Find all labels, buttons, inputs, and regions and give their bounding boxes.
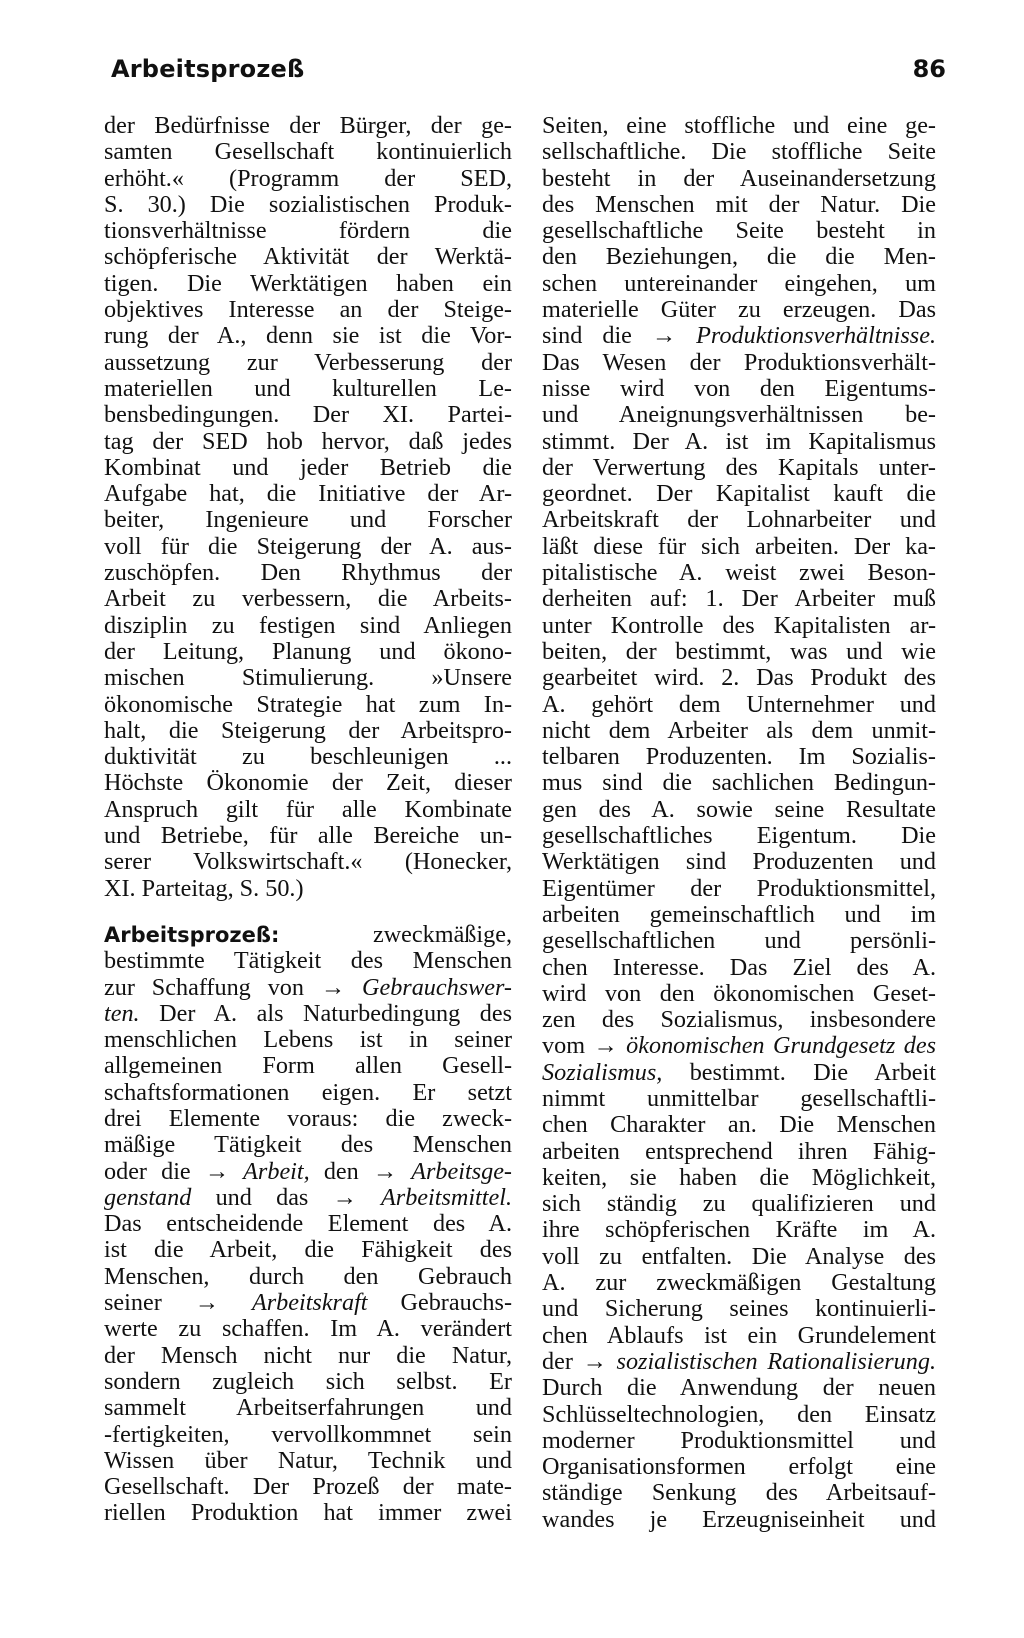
text-line: nisse wird von den Eigentums- <box>542 374 936 402</box>
text-line <box>542 1349 936 1375</box>
cross-reference-link[interactable]: Sozialismus, <box>542 1058 663 1086</box>
text-line: objektives Interesse an der Steige- <box>104 296 512 324</box>
text-line: rung der A., denn sie ist die Vor- <box>104 322 512 350</box>
text-line <box>542 1060 936 1086</box>
entry-first-line <box>104 922 512 948</box>
paragraph-gap <box>104 902 512 922</box>
text-line: menschlichen Lebens ist in seiner <box>104 1026 512 1054</box>
text-line: beiten, der bestimmt, was und wie <box>542 637 936 665</box>
text-line: mus sind die sachlichen Bedingun- <box>542 769 936 797</box>
text-line: voll für die Steigerung der A. aus- <box>104 532 512 560</box>
text-line: S. 30.) Die sozialistischen Produk- <box>104 190 512 218</box>
text-line: tag der SED hob hervor, daß jedes <box>104 427 512 455</box>
text-line <box>104 1185 512 1211</box>
text-line: voll zu entfalten. Die Analyse des <box>542 1242 936 1270</box>
text-line: ihre schöpferischen Kräfte im A. <box>542 1216 936 1244</box>
text-line: Kombinat und jeder Betrieb die <box>104 453 512 481</box>
left-column <box>104 113 512 1527</box>
text-line: Schlüsseltechnologien, den Einsatz <box>542 1400 936 1428</box>
text-line: telbaren Produzenten. Im Sozialis- <box>542 743 936 771</box>
text-fragment: zur Schaffung von → <box>104 973 362 1001</box>
cross-reference-link[interactable]: genstand <box>104 1183 192 1211</box>
text-line <box>104 1159 512 1185</box>
text-line: duktivität zu beschleunigen ... <box>104 743 512 771</box>
entry-lemma: Arbeitsprozeß: <box>104 922 280 947</box>
text-fragment: den → <box>309 1157 412 1185</box>
text-line: ständige Senkung des Arbeitsauf- <box>542 1479 936 1507</box>
text-fragment: bestimmt. Die Arbeit <box>662 1058 936 1086</box>
text-line: Eigentümer der Produktionsmittel, <box>542 874 936 902</box>
text-line: aussetzung zur Verbesserung der <box>104 348 512 376</box>
cross-reference-link[interactable]: sozialistischen Rationalisierung. <box>616 1347 936 1375</box>
text-line: gearbeitet wird. 2. Das Produkt des <box>542 664 936 692</box>
text-line: besteht in der Auseinandersetzung <box>542 164 936 192</box>
page-number: 86 <box>912 55 946 83</box>
cross-reference-link[interactable]: Arbeitsge- <box>411 1157 512 1185</box>
text-line: chen Charakter an. Die Menschen <box>542 1111 936 1139</box>
text-line: tionsverhältnisse fördern die <box>104 217 512 245</box>
text-line: Das Wesen der Produktionsverhält- <box>542 348 936 376</box>
right-column <box>542 113 936 1533</box>
text-line <box>104 1001 512 1027</box>
text-line: moderner Produktionsmittel und <box>542 1426 936 1454</box>
text-fragment: Der A. als Naturbedingung des <box>139 999 512 1027</box>
text-fragment: sind die → <box>542 322 697 350</box>
text-line: A. gehört dem Unternehmer und <box>542 690 936 718</box>
text-fragment: zweckmäßige, <box>372 920 512 948</box>
text-line: XI. Parteitag, S. 50.) <box>104 874 304 902</box>
text-line: Werktätigen sind Produzenten und <box>542 848 936 876</box>
text-line: ökonomische Strategie hat zum In- <box>104 690 512 718</box>
text-line: schaftsformationen eigen. Er setzt <box>104 1078 512 1106</box>
text-line: unter Kontrolle des Kapitalisten ar- <box>542 611 936 639</box>
text-line: den Beziehungen, die die Men- <box>542 243 936 271</box>
text-line: sich ständig zu qualifizieren und <box>542 1190 936 1218</box>
text-line: sammelt Arbeitserfahrungen und <box>104 1394 512 1422</box>
cross-reference-link[interactable]: Gebrauchswer- <box>362 973 512 1001</box>
cross-reference-link[interactable]: Produktionsverhältnisse. <box>696 322 936 350</box>
text-line: Menschen, durch den Gebrauch <box>104 1262 512 1290</box>
cross-reference-link[interactable]: ökonomischen Grundgesetz des <box>626 1032 936 1060</box>
cross-reference-link[interactable]: ten. <box>104 999 140 1027</box>
text-line: der Verwertung des Kapitals unter- <box>542 453 936 481</box>
text-line: gen des A. sowie seine Resultate <box>542 795 936 823</box>
text-line: Wissen über Natur, Technik und <box>104 1446 512 1474</box>
text-line: chen Interesse. Das Ziel des A. <box>542 953 936 981</box>
text-line: Seiten, eine stoffliche und eine ge- <box>542 112 936 139</box>
text-fragment: der → <box>542 1347 617 1375</box>
text-line: allgemeinen Form allen Gesell- <box>104 1052 512 1080</box>
text-fragment: seiner → <box>104 1289 252 1317</box>
text-line: wandes je Erzeugniseinheit und <box>542 1505 936 1533</box>
text-line: riellen Produktion hat immer zwei <box>104 1499 512 1527</box>
text-line: drei Elemente voraus: die zweck- <box>104 1104 512 1132</box>
text-line <box>542 1033 936 1059</box>
text-line: -fertigkeiten, vervollkommnet sein <box>104 1420 512 1448</box>
text-line: geordnet. Der Kapitalist kauft die <box>542 480 936 508</box>
text-line: bestimmte Tätigkeit des Menschen <box>104 947 512 975</box>
cross-reference-link[interactable]: Arbeitskraft <box>251 1289 368 1317</box>
text-line: Gesellschaft. Der Prozeß der mate- <box>104 1473 512 1501</box>
text-line: erhöht.« (Programm der SED, <box>104 164 512 192</box>
text-line: gesellschaftliches Eigentum. Die <box>542 822 936 850</box>
text-line <box>542 323 936 349</box>
text-fragment: und das → <box>191 1183 381 1211</box>
text-line: und Aneignungsverhältnissen be- <box>542 401 936 429</box>
running-header-title: Arbeitsprozeß <box>111 55 305 83</box>
text-line: Das entscheidende Element des A. <box>104 1210 512 1238</box>
text-line: A. zur zweckmäßigen Gestaltung <box>542 1269 936 1297</box>
text-line: mäßige Tätigkeit des Menschen <box>104 1131 512 1159</box>
text-line: gesellschaftliche Seite besteht in <box>542 217 936 245</box>
text-line: schöpferische Aktivität der Werktä- <box>104 243 512 271</box>
cross-reference-link[interactable]: Arbeitsmittel. <box>381 1183 512 1211</box>
text-line: tigen. Die Werktätigen haben ein <box>104 269 512 297</box>
text-line: arbeiten entsprechend ihren Fähig- <box>542 1137 936 1165</box>
cross-reference-link[interactable]: Arbeit, <box>243 1157 310 1185</box>
text-line: gesellschaftlichen und persönli- <box>542 927 936 955</box>
text-line: nicht dem Arbeiter als dem unmit- <box>542 716 936 744</box>
text-line: pitalistische A. weist zwei Beson- <box>542 559 936 587</box>
text-line: und Sicherung seines kontinuierli- <box>542 1295 936 1323</box>
text-line: mischen Stimulierung. »Unsere <box>104 664 512 692</box>
text-line: der Bedürfnisse der Bürger, der ge- <box>104 112 512 139</box>
text-line: serer Volkswirtschaft.« (Honecker, <box>104 848 512 876</box>
text-line: Höchste Ökonomie der Zeit, dieser <box>104 769 512 797</box>
text-line: disziplin zu festigen sind Anliegen <box>104 611 512 639</box>
text-line: nimmt unmittelbar gesellschaftli- <box>542 1084 936 1112</box>
text-line: sondern zugleich sich selbst. Er <box>104 1367 512 1395</box>
text-line: Arbeitskraft der Lohnarbeiter und <box>542 506 936 534</box>
text-line: derheiten auf: 1. Der Arbeiter muß <box>542 585 936 613</box>
text-line: Aufgabe hat, die Initiative der Ar- <box>104 480 512 508</box>
text-line: keiten, sie haben die Möglichkeit, <box>542 1163 936 1191</box>
text-line: chen Ablaufs ist ein Grundelement <box>542 1321 936 1349</box>
text-line <box>104 1290 512 1316</box>
text-line: bensbedingungen. Der XI. Partei- <box>104 401 512 429</box>
text-line: halt, die Steigerung der Arbeitspro- <box>104 716 512 744</box>
text-line: Durch die Anwendung der neuen <box>542 1374 936 1402</box>
text-line <box>104 975 512 1001</box>
text-line: materiellen und kulturellen Le- <box>104 374 512 402</box>
text-line: und Betriebe, für alle Bereiche un- <box>104 822 512 850</box>
text-line: des Menschen mit der Natur. Die <box>542 190 936 218</box>
text-line: Organisationsformen erfolgt eine <box>542 1453 936 1481</box>
text-line: der Mensch nicht nur die Natur, <box>104 1341 512 1369</box>
text-line: arbeiten gemeinschaftlich und im <box>542 900 936 928</box>
text-line: stimmt. Der A. ist im Kapitalismus <box>542 427 936 455</box>
text-fragment: vom → <box>542 1032 627 1060</box>
text-line: wird von den ökonomischen Geset- <box>542 979 936 1007</box>
text-line: zuschöpfen. Den Rhythmus der <box>104 559 512 587</box>
text-line: beiter, Ingenieure und Forscher <box>104 506 512 534</box>
text-line: materielle Güter zu erzeugen. Das <box>542 296 936 324</box>
text-line: schen untereinander eingehen, um <box>542 269 936 297</box>
text-line: ist die Arbeit, die Fähigkeit des <box>104 1236 512 1264</box>
text-line: Anspruch gilt für alle Kombinate <box>104 795 512 823</box>
text-line: zen des Sozialismus, insbesondere <box>542 1006 936 1034</box>
text-fragment: oder die → <box>104 1157 244 1185</box>
text-line: der Leitung, Planung und ökono- <box>104 637 512 665</box>
text-line: samten Gesellschaft kontinuierlich <box>104 138 512 166</box>
text-line: sellschaftliche. Die stoffliche Seite <box>542 138 936 166</box>
text-line: läßt diese für sich arbeiten. Der ka- <box>542 532 936 560</box>
text-fragment: Gebrauchs- <box>367 1289 512 1317</box>
text-line: Arbeit zu verbessern, die Arbeits- <box>104 585 512 613</box>
text-line: werte zu schaffen. Im A. verändert <box>104 1315 512 1343</box>
